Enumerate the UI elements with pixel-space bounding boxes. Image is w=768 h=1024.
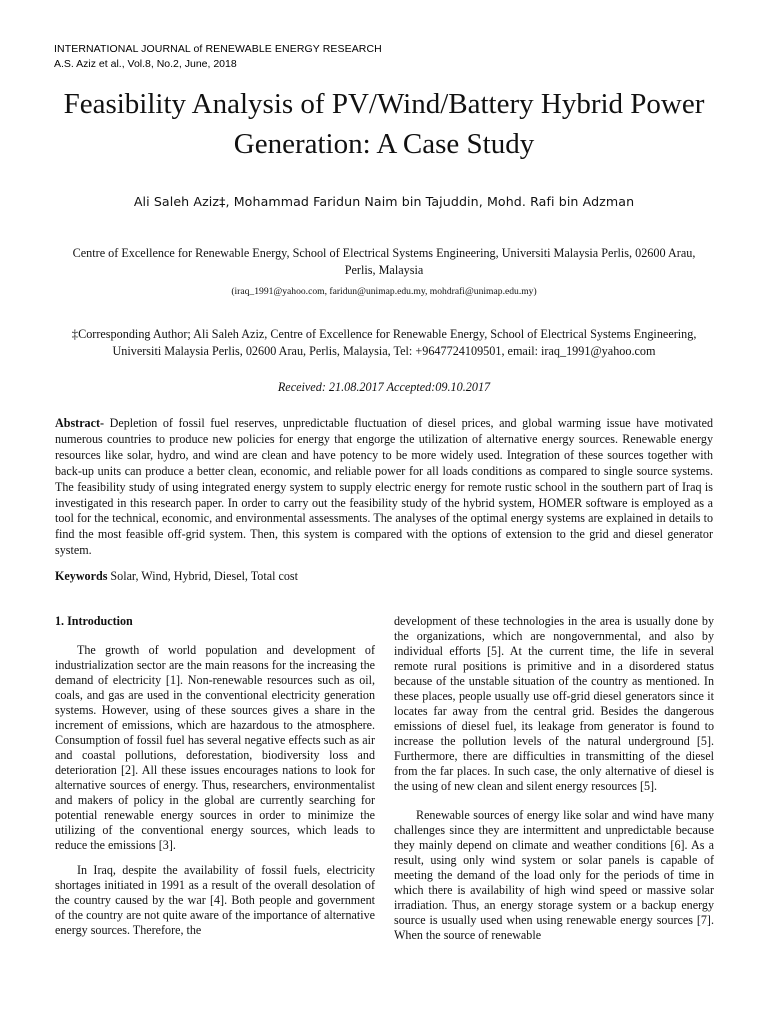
paragraph: The growth of world population and development of industrialization sector are the main reasons for the increasing the demand of electricity [1]. Non-renewable resources such as oil, coals, and gas are used in the conventional electricity generation systems. However, using of these sources gives a share in the increment of emissions, which are hazardous to the atmosphere. Consumption of fossil fuel has several negative effects such as air and coastal pollutions, deforestation, biodiversity loss and deterioration [2]. All these issues encourages nations to look for alternative sources of energy. Thus, researchers, environmentalist and makers of policy in the global are currently searching for potential renewable energy sources in order to minimize the utilizing of the conventional energy sources, which leads to reduce the emissions [3]. xyxy=(55,643,375,852)
paper-title: Feasibility Analysis of PV/Wind/Battery Hybrid Power Generation: A Case Study xyxy=(63,88,705,160)
section-heading: 1. Introduction xyxy=(55,614,133,628)
left-column xyxy=(55,614,375,948)
received-dates: Received: 21.08.2017 Accepted:09.10.2017 xyxy=(277,380,491,394)
keywords-label: Keywords xyxy=(55,569,108,583)
corresponding-author xyxy=(56,325,712,360)
right-column xyxy=(394,614,714,957)
author-list: Ali Saleh Aziz‡, Mohammad Faridun Naim bin Tajuddin, Mohd. Rafi bin Adzman xyxy=(133,194,635,209)
journal-header xyxy=(54,42,382,72)
keywords xyxy=(55,569,713,584)
affiliation: Centre of Excellence for Renewable Energy, School of Electrical Systems Engineering, Universiti Malaysia Perlis, 02600 Arau, Perlis, Malaysia xyxy=(72,246,696,277)
corresponding-text: Corresponding Author; Ali Saleh Aziz, Centre of Excellence for Renewable Energy, School of Electrical Systems Engineering, Universiti Malaysia Perlis, 02600 Arau, Perlis, Malaysia, Tel: +9647724109501, email: iraq_1991@yahoo.com xyxy=(78,327,697,358)
abstract xyxy=(55,416,713,559)
paragraph: development of these technologies in the area is usually done by the organizations, which are nongovernmental, and also by individual efforts [5]. At the current time, the life in several remote rural positions is primitive and in a disordered status because of the unstable situation of the country as mentioned. In these places, people usually use off-grid diesel generators since it locates far away from the central grid. Besides the dangerous emissions of diesel fuel, its leakage from generator is found to increase the pollution levels of the natural underground [5]. Furthermore, there are difficulties in transmitting of the diesel from the far places. In such case, the only alternative of diesel is the using of new clean and silent energy resources [5]. xyxy=(394,614,714,793)
abstract-text: Depletion of fossil fuel reserves, unpredictable fluctuation of diesel prices, and global warming issue have motivated numerous countries to produce new policies for energy that engorge the utilization of alternative energy sources. Renewable energy resources like solar, hydro, and wind are clean and have potency to be more widely used. Integration of these sources together with back-up units can produce a better clean, economic, and reliable power for all loads conditions as compared to single source systems. The feasibility study of using integrated energy system to supply electric energy for remote rustic school in the southern part of Iraq is investigated in this research paper. In order to carry out the feasibility study of the hybrid system, HOMER software is employed as a tool for the technical, economic, and environmental assessments. The analyses of the optimal energy systems are explained in details to find the most feasible off-grid system. Then, this system is compared with the options of extension to the grid and diesel generator system. xyxy=(55,416,713,558)
author-emails: (iraq_1991@yahoo.com, faridun@unimap.edu.my, mohdrafi@unimap.edu.my) xyxy=(231,286,537,297)
journal-citation: A.S. Aziz et al., Vol.8, No.2, June, 2018 xyxy=(54,58,237,70)
paragraph: Renewable sources of energy like solar and wind have many challenges since they are intermittent and unpredictable because they mainly depend on climate and weather conditions [6]. As a result, using only wind system or solar panels is capable of meeting the demand of the load only for the periods of time in which there is availability of high wind speed or massive solar irradiation. Thus, an energy storage system or a backup energy source is usually used when using renewable energy sources [7]. When the source of renewable xyxy=(394,808,714,942)
corresponding-mark: ‡ xyxy=(71,326,79,341)
abstract-label: Abstract- xyxy=(55,416,105,430)
paragraph: In Iraq, despite the availability of fossil fuels, electricity shortages initiated in 1991 as a result of the overall desolation of the country caused by the war [4]. Both people and government of the country are not quite aware of the importance of alternative energy sources. Therefore, the xyxy=(55,863,375,937)
journal-name: INTERNATIONAL JOURNAL of RENEWABLE ENERGY RESEARCH xyxy=(54,43,382,55)
keywords-text: Solar, Wind, Hybrid, Diesel, Total cost xyxy=(107,569,298,583)
